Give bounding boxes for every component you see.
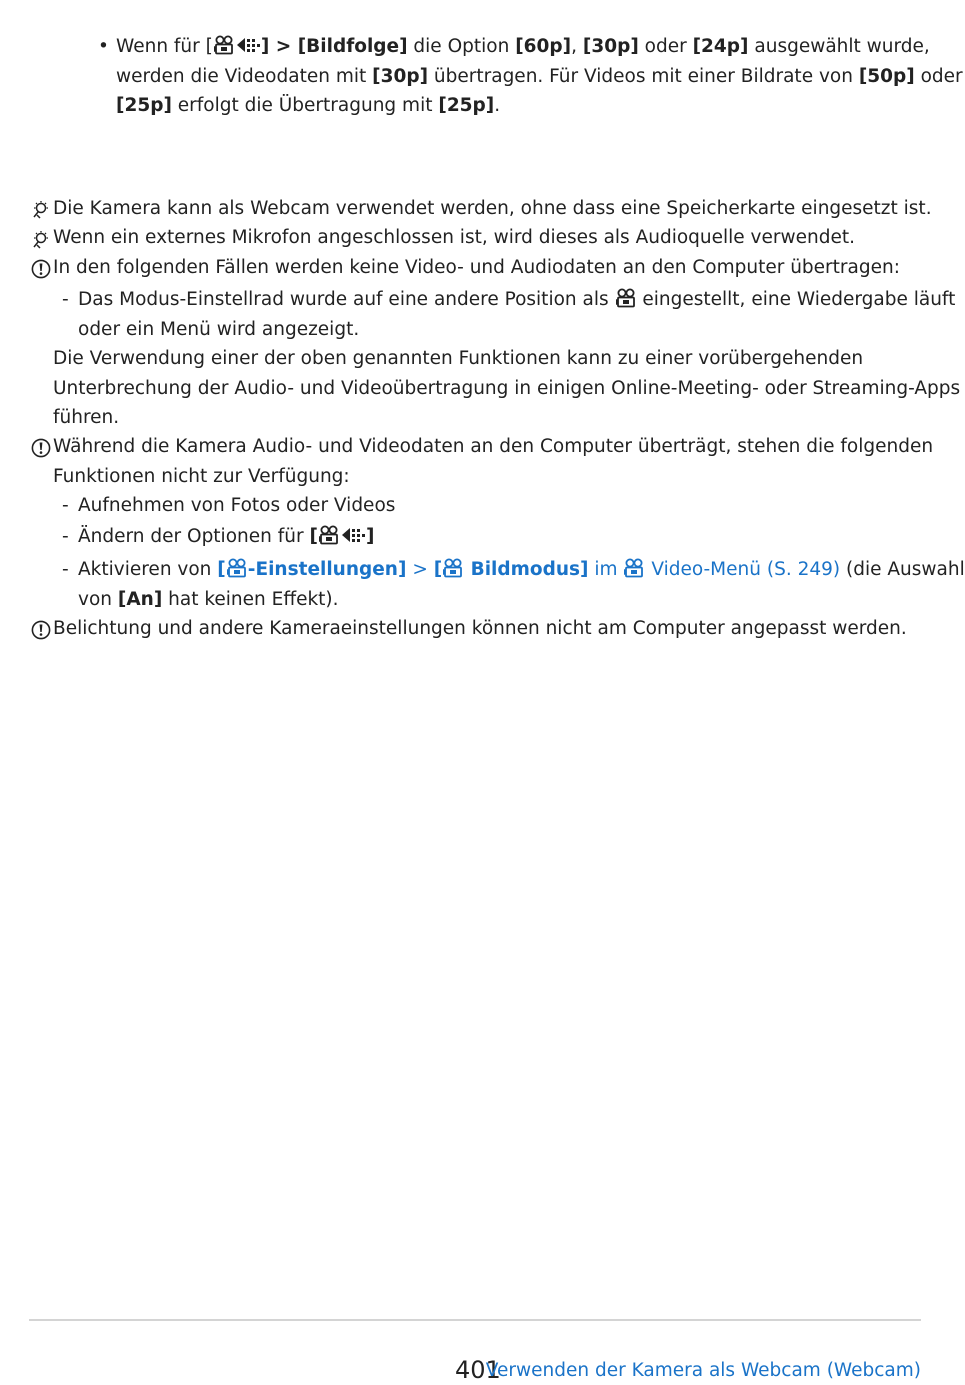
list-bullet: • xyxy=(98,36,109,57)
caution-icon xyxy=(31,438,51,458)
list-dash: - xyxy=(62,289,69,310)
bullet-line-2: werden die Videodaten mit [30p] übertragen. Für Videos mit einer Bildrate von [50p] oder xyxy=(116,65,963,87)
link-picture-mode[interactable]: [ Bildmodus] xyxy=(433,559,589,580)
caution-paragraph: Die Verwendung einer der oben genannten Funktionen kann zu einer vorübergehenden Unterbrechung der Audio- und Videoübertragung in einigen Online-Meeting- oder Streaming-Apps führen. xyxy=(53,348,961,428)
movie-camera-icon xyxy=(318,525,340,545)
footer-section-link[interactable]: Verwenden der Kamera als Webcam (Webcam) xyxy=(485,1360,921,1381)
page-number: 401 xyxy=(455,1356,501,1384)
caution-icon xyxy=(31,259,51,279)
caution-note-unavailable: Während die Kamera Audio- und Videodaten an den Computer überträgt, stehen die folgenden Funktionen nicht zur Verfügung: xyxy=(53,436,934,487)
movie-camera-icon xyxy=(213,35,235,55)
list-item-record: Aufnehmen von Fotos oder Videos xyxy=(78,495,396,516)
tip-note-no-card: Die Kamera kann als Webcam verwendet werden, ohne dass eine Speicherkarte eingesetzt ist. xyxy=(53,198,932,219)
bullet-line-3: [25p] erfolgt die Übertragung mit [25p]. xyxy=(116,95,501,116)
list-item-change-options: Ändern der Optionen für [ ] xyxy=(78,526,375,547)
list-dash: - xyxy=(62,559,69,580)
movie-camera-icon xyxy=(442,558,464,578)
list-dash: - xyxy=(62,526,69,547)
link-video-menu[interactable]: Video-Menü (S. 249) xyxy=(623,559,840,580)
footer-divider xyxy=(29,1319,921,1321)
list-item-activate: Aktivieren von [ -Einstellungen] > [ Bildmodus] im Video-Menü (S. 249) (die Auswahl von [An] hat keinen Effekt). xyxy=(78,559,965,610)
tip-note-microphone: Wenn ein externes Mikrofon angeschlossen ist, wird dieses als Audioquelle verwendet. xyxy=(53,227,855,248)
movie-camera-icon xyxy=(226,558,248,578)
tip-icon xyxy=(31,230,51,250)
bullet-item-frame-rate xyxy=(116,32,963,121)
list-dash: - xyxy=(62,495,69,516)
link-settings[interactable]: [ -Einstellungen] xyxy=(217,559,407,580)
bullet-line-1: Wenn für [ ] > [Bildfolge] die Option [60p], [30p] oder [24p] ausgewählt wurde, xyxy=(116,36,930,57)
movie-camera-icon xyxy=(623,558,645,578)
caution-icon xyxy=(31,620,51,640)
tip-icon xyxy=(31,200,51,220)
movie-camera-icon xyxy=(615,288,637,308)
list-item-mode-dial: Das Modus-Einstellrad wurde auf eine andere Position als eingestellt, eine Wiedergabe läuft oder ein Menü wird angezeigt. xyxy=(78,289,956,340)
caution-note-exposure: Belichtung und andere Kameraeinstellungen können nicht am Computer angepasst werden. xyxy=(53,618,907,639)
frame-rate-icon xyxy=(235,35,261,55)
caution-note-no-transfer: In den folgenden Fällen werden keine Video- und Audiodaten an den Computer übertragen: xyxy=(53,257,900,278)
frame-rate-icon xyxy=(340,525,366,545)
